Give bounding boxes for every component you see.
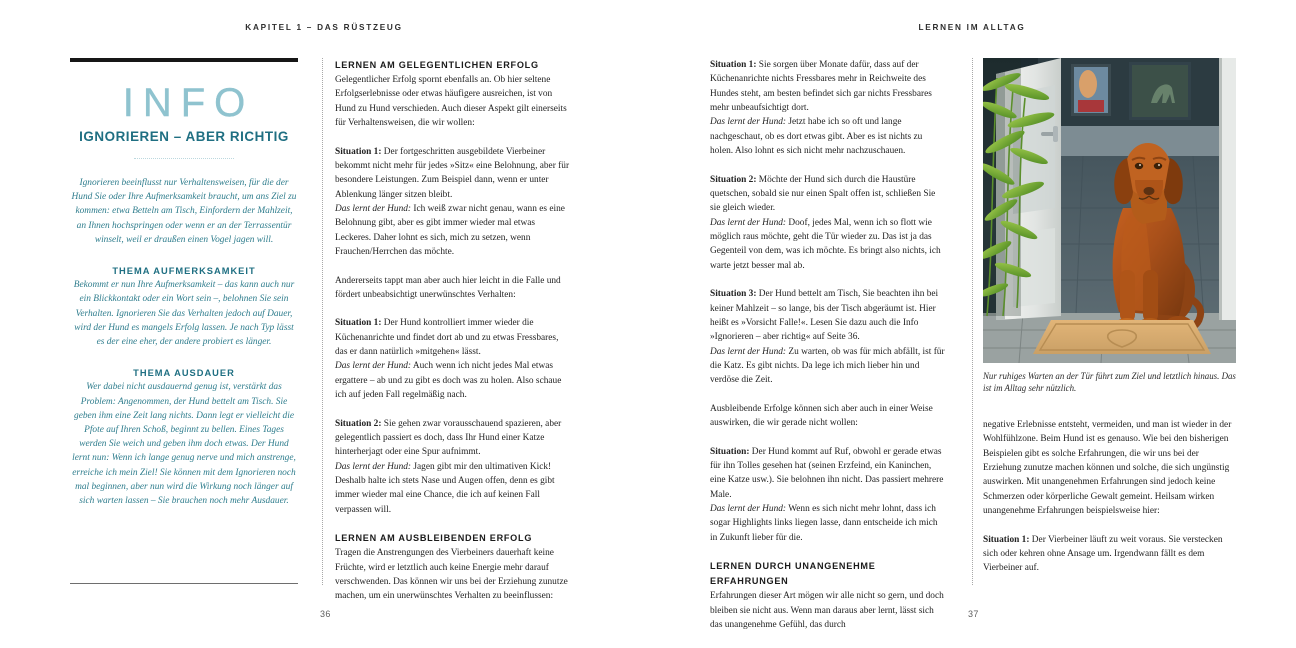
learn-label: Das lernt der Hund: (335, 203, 412, 214)
text-column-4 (983, 418, 1235, 576)
learn-paragraph (710, 115, 947, 158)
text-column-2 (335, 58, 572, 604)
column-rule-1 (322, 58, 324, 585)
heading-lernen-durch-unangenehme-erfahrungen: LERNEN DURCH UNANGENEHME ERFAHRUNGEN (710, 561, 876, 587)
info-box-kicker: INFO (122, 81, 255, 125)
photo-caption (983, 370, 1239, 395)
info-box-section-2-title: THEMA AUSDAUER (133, 368, 235, 379)
info-box-intro: Ignorieren beeinflusst nur Verhaltensweisen, für die der Hund Sie oder Ihre Aufmerksamkeit braucht, um ans Ziel zu kommen: etwa Betteln am Tisch, Einfordern der Mahlzeit, an Ihnen hochspringen oder wenn er an der Terrassentür winselt, weil er draußen einen Vogel jagen will. (71, 178, 297, 245)
situation-label: Situation 1: (710, 60, 757, 70)
learn-label: Das lernt der Hund: (710, 117, 787, 128)
paragraph: Tragen die Anstrengungen des Vierbeiners dauerhaft keine Früchte, wird er letztlich auch keine Energie mehr darauf verschwenden. Das können wir uns bei der Erziehung zunutze machen, um ein unerwünschtes Verhalten zu beeinflussen: (335, 548, 568, 602)
info-box-section-1-body: Bekommt er nun Ihre Aufmerksamkeit – das kann auch nur ein Blickkontakt oder ein Wort sein –, belohnen Sie sein Verhalten. Ignorieren Sie das Verhalten jedoch auf Dauer, wird der Hund es mangels Erfolg lassen. Je nach Typ lässt es der eine eher, der andere probiert es länger. (73, 280, 295, 348)
learn-paragraph (710, 216, 947, 273)
situation-body: Möchte der Hund sich durch die Haustüre quetschen, sobald sie nur einen Spalt offen ist, schließen Sie sie gleich wieder. (710, 174, 936, 214)
situation-body: Der fortgeschritten ausgebildete Vierbeiner bekommt nicht mehr für jedes »Sitz« eine Belohnung, aber für besondere Leistungen. Zum Beispiel dann, wenn er unter Ablenkung länger sitzen bleibt. (335, 146, 570, 200)
learn-body: Jagen gibt mir den ultimativen Kick! Deshalb halte ich stets Nase und Augen offen, denn es gibt immer wieder mal eine Chance, die ich auf keinen Fall verpassen will. (335, 461, 555, 515)
paragraph: Gelegentlicher Erfolg spornt ebenfalls an. Ob hier seltene Erfolgserlebnisse oder etwas häufigere ausreichen, ist von Hund zu Hund verschieden. Auch dieser Aspekt gilt einerseits für Verhaltensweisen, die wir wollen: (335, 75, 567, 129)
learn-body: Auch wenn ich nicht jedes Mal etwas ergattere – ab und zu gibt es doch was zu holen. Also schaue ich auf jeden Fall regelmäßig nach. (335, 361, 562, 401)
learn-body: Doof, jedes Mal, wenn ich so flott wie möglich raus möchte, geht die Tür wieder zu. Das ist ja das Gegenteil von dem, was ich möchte. Es bringt also nichts, ich warte jetzt besser mal ab. (710, 217, 941, 271)
running-head-right: LERNEN IM ALLTAG (918, 23, 1026, 32)
learn-label: Das lernt der Hund: (335, 461, 412, 472)
running-head-left: KAPITEL 1 – DAS RÜSTZEUG (245, 23, 403, 32)
situation-body: Der Hund kommt auf Ruf, obwohl er gerade etwas für ihn Tolles gesehen hat (seinen Erzfeind, ein Kaninchen, eine Katze usw.). Sie belohnen ihn nicht. Das passiert mehrere Male. (710, 446, 944, 500)
learn-paragraph (710, 502, 947, 545)
situation-body: Der Vierbeiner läuft zu weit voraus. Sie verstecken sich oder kehren ohne Ansage um. Irgendwann fällt es dem Vierbeiner auf. (983, 534, 1223, 574)
dog-in-doorway-photo (983, 58, 1236, 363)
learn-label: Das lernt der Hund: (710, 346, 787, 357)
info-box-bottom-rule (70, 583, 298, 584)
situation-body: Sie gehen zwar vorausschauend spazieren, aber gelegentlich passiert es doch, dass Ihr Hund einer Katze hinterherjagt oder eine Spur aufnimmt. (335, 418, 562, 458)
situation-paragraph (983, 533, 1235, 576)
situation-paragraph (335, 316, 572, 359)
situation-paragraph (335, 145, 572, 202)
paragraph: Andererseits tappt man aber auch hier leicht in die Falle und fördert unbeabsichtigt unerwünschtes Verhalten: (335, 275, 561, 300)
situation-paragraph (710, 173, 947, 216)
situation-body: Der Hund bettelt am Tisch, Sie beachten ihn bei keiner Mahlzeit – so lange, bis der Tisch abgeräumt ist. Hier heißt es »Vorsicht Falle!«. Lesen Sie dazu auch die Info »Ignorieren – aber richtig« auf Seite 36. (710, 289, 939, 343)
situation-label: Situation 2: (335, 418, 382, 429)
info-box-body (70, 176, 298, 508)
situation-label: Situation 1: (983, 534, 1030, 545)
situation-body: Der Hund kontrolliert immer wieder die Küchenanrichte und findet dort ab und zu etwas Fressbares, das er dann natürlich »mitgehen« lässt. (335, 318, 559, 358)
info-box-section-2-body: Wer dabei nicht ausdauernd genug ist, verstärkt das Problem: Angenommen, der Hund bettelt am Tisch. Sie geben ihm eine Zeit lang nichts. Dann legt er vielleicht die Pfote auf Ihren Schoß, beginnt zu bellen. Eines Tages werden Sie weich und geben ihm doch etwas. Der Hund lernt nun: Wenn ich lange genug nerve und mich anstrenge, erreiche ich mein Ziel! Sie können mit dem Ignorieren noch mal beginnen, aber nun wird die Wirkung noch länger auf sich warten lassen – Sie brauchen noch mehr Ausdauer. (72, 382, 296, 507)
info-box-title: IGNORIEREN – ABER RICHTIG (79, 129, 289, 144)
situation-paragraph (335, 417, 572, 460)
learn-body: Ich weiß zwar nicht genau, wann es eine Belohnung gibt, aber es gibt immer wieder mal etwas Leckeres. Daher lohnt es sich, mich zu setzen, wenn Frauchen/Herrchen das möchte. (335, 203, 565, 257)
learn-body: Wenn es sich nicht mehr lohnt, dass ich sogar Highlights links liegen lasse, dann entscheide ich mich in Zukunft lieber für die. (710, 504, 938, 543)
info-box-top-rule (70, 58, 298, 62)
situation-label: Situation 2: (710, 174, 757, 185)
situation-body: Sie sorgen über Monate dafür, dass auf der Küchenanrichte nichts Fressbares mehr in Reichweite des Hundes steht, am besten befindet sich gar nichts Fressbares mehr unbeaufsichtigt dort. (710, 60, 932, 114)
paragraph: Erfahrungen dieser Art mögen wir alle nicht so gern, und doch bleiben sie nicht aus. Wenn man daraus aber lernt, lässt sich das unangenehme Gefühl, das durch (710, 591, 944, 630)
situation-paragraph (710, 58, 947, 115)
learn-paragraph (335, 460, 572, 517)
situation-paragraph (710, 445, 947, 502)
text-column-3 (710, 58, 947, 632)
situation-label: Situation 3: (710, 289, 757, 300)
info-box (70, 58, 298, 508)
learn-body: Zu warten, ob was für mich abfällt, ist für die Katz. Es gibt nichts. Da lege ich mich lieber hin und verdöse die Zeit. (710, 346, 945, 386)
dog-in-doorway-illustration (983, 58, 1236, 363)
photo-caption-text: Nur ruhiges Warten an der Tür führt zum Ziel und letztlich hinaus. Das ist im Alltag sehr nützlich. (983, 371, 1236, 394)
learn-label: Das lernt der Hund: (335, 361, 412, 372)
situation-label: Situation 1: (335, 318, 382, 329)
learn-body: Jetzt habe ich so oft und lange nachgeschaut, ob es dort etwas gibt. Aber es ist nichts zu holen. Also lohnt es sich nicht mehr nachzuschauen. (710, 117, 923, 157)
info-box-section-1-title: THEMA AUFMERKSAMKEIT (112, 266, 256, 277)
heading-lernen-am-ausbleibenden-erfolg: LERNEN AM AUSBLEIBENDEN ERFOLG (335, 533, 533, 544)
situation-paragraph (710, 287, 947, 344)
paragraph: Ausbleibende Erfolge können sich aber auch in einer Weise auswirken, die wir gerade nicht wollen: (710, 403, 933, 429)
heading-lernen-am-gelegentlichen-erfolg: LERNEN AM GELEGENTLICHEN ERFOLG (335, 60, 539, 70)
situation-label: Situation: (710, 446, 750, 457)
page-number-left: 36 (320, 609, 331, 619)
learn-paragraph (710, 345, 947, 388)
page-number-right: 37 (968, 609, 979, 619)
info-box-dotted-divider (134, 158, 234, 159)
learn-paragraph (335, 202, 572, 259)
learn-label: Das lernt der Hund: (710, 217, 787, 228)
column-rule-2 (972, 58, 974, 585)
learn-label: Das lernt der Hund: (710, 504, 787, 515)
paragraph: negative Erlebnisse entsteht, vermeiden, und man ist wieder in der Wohlfühlzone. Beim Hund ist es genauso. Wie bei den bisherigen Beispielen gibt es solche Erfahrungen, die wir uns bei der Erziehung zunutze machen können und solche, die sich ungünstig auswirken. Mit unangenehmen Erfahrungen sind jedoch keine Schmerzen oder körperliche Gewalt gemeint. Heilsam wirken unangenehme Erfahrungen beispielsweise hier: (983, 420, 1232, 517)
situation-label: Situation 1: (335, 146, 382, 157)
learn-paragraph (335, 359, 572, 402)
